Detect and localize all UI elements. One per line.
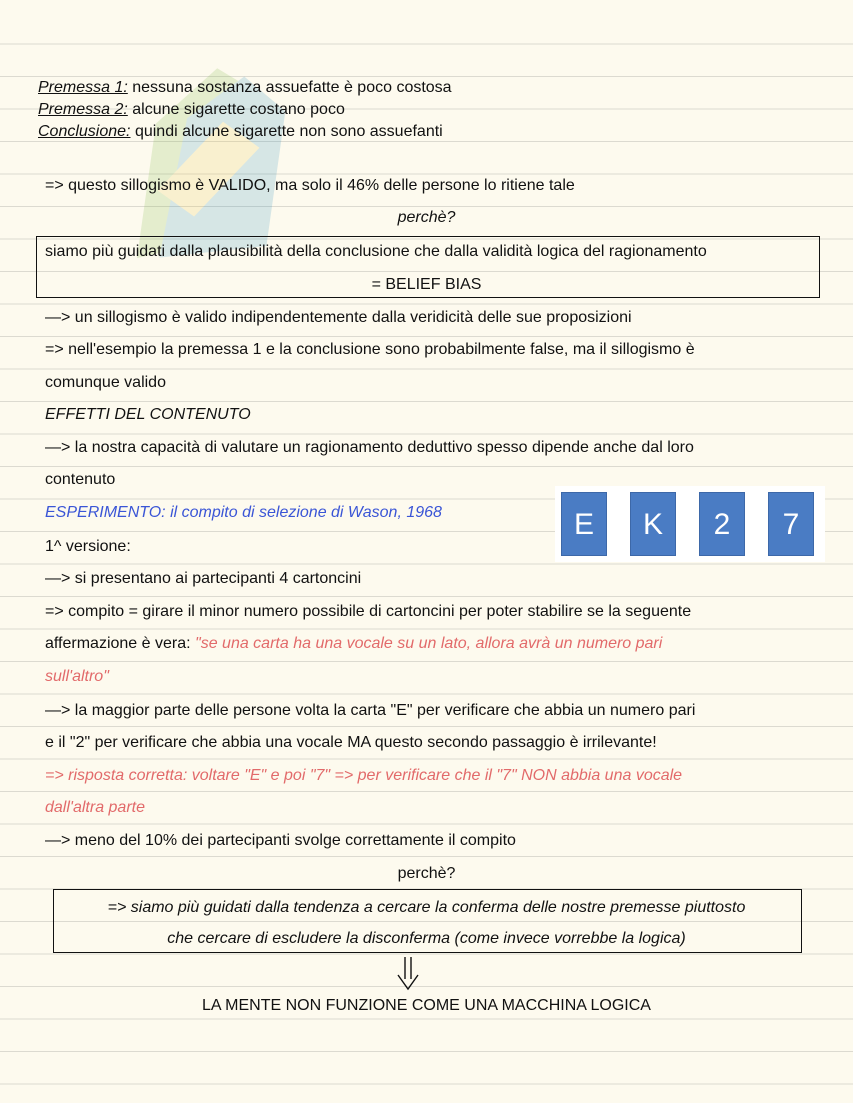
premise-label: Premessa 1: — [38, 79, 128, 96]
present-line: —> si presentano ai partecipanti 4 cartoncini — [45, 570, 362, 587]
premise-text: nessuna sostanza assuefatte è poco costosa — [127, 79, 452, 96]
task-line-2 — [45, 634, 662, 654]
valid-independent-line: —> un sillogismo è valido indipendentemente dalla veridicità delle sue proposizioni — [45, 309, 632, 326]
premise-2 — [38, 100, 345, 120]
premise-text: alcune sigarette costano poco — [127, 101, 345, 118]
task-line-3: sull'altro" — [45, 668, 109, 685]
example-line-2: comunque valido — [45, 374, 166, 391]
task-quote: "se una carta ha una vocale su un lato, allora avrà un numero pari — [195, 635, 663, 652]
card-e: E — [561, 492, 607, 556]
card-2: 2 — [699, 492, 745, 556]
card-7: 7 — [768, 492, 814, 556]
wason-cards — [555, 486, 825, 562]
belief-bias-line-1: siamo più guidati dalla plausibilità della conclusione che dalla validità logica del ragionamento — [45, 243, 707, 260]
answer-line-1: => risposta corretta: voltare "E" e poi "7" => per verificare che il "7" NON abbia una vocale — [45, 767, 683, 784]
content-effects-title: EFFETTI DEL CONTENUTO — [45, 406, 251, 423]
content-line-2: contenuto — [45, 471, 116, 488]
final-conclusion: LA MENTE NON FUNZIONE COME UNA MACCHINA LOGICA — [202, 997, 651, 1014]
premise-label: Premessa 2: — [38, 101, 128, 118]
majority-line-1: —> la maggior parte delle persone volta la carta "E" per verificare che abbia un numero pari — [45, 702, 696, 719]
confirmation-line-2: che cercare di escludere la disconferma (come invece vorrebbe la logica) — [167, 930, 686, 947]
premise-label: Conclusione: — [38, 123, 131, 140]
belief-bias-line-2: = BELIEF BIAS — [371, 276, 482, 293]
content-line-1: —> la nostra capacità di valutare un ragionamento deduttivo spesso dipende anche dal loro — [45, 439, 694, 456]
confirmation-line-1: => siamo più guidati dalla tendenza a cercare la conferma delle nostre premesse piuttosto — [107, 899, 746, 916]
answer-line-2: dall'altra parte — [45, 799, 145, 816]
why-2: perchè? — [397, 865, 456, 882]
version-label: 1^ versione: — [45, 538, 131, 555]
premise-text: quindi alcune sigarette non sono assuefanti — [130, 123, 443, 140]
premise-1 — [38, 78, 452, 98]
why-1: perchè? — [397, 209, 456, 226]
example-line-1: => nell'esempio la premessa 1 e la conclusione sono probabilmente false, ma il sillogismo è — [45, 341, 695, 358]
card-k: K — [630, 492, 676, 556]
conclusion-premise — [38, 122, 443, 142]
experiment-title: ESPERIMENTO: il compito di selezione di Wason, 1968 — [45, 504, 442, 521]
valid-line: => questo sillogismo è VALIDO, ma solo il 46% delle persone lo ritiene tale — [45, 177, 575, 194]
double-down-arrow-icon — [394, 955, 422, 991]
less-line: —> meno del 10% dei partecipanti svolge correttamente il compito — [45, 832, 516, 849]
task-line-1: => compito = girare il minor numero possibile di cartoncini per poter stabilire se la seguente — [45, 603, 692, 620]
majority-line-2: e il "2" per verificare che abbia una vocale MA questo secondo passaggio è irrilevante! — [45, 734, 657, 751]
task-prefix: affermazione è vera: — [45, 635, 196, 652]
